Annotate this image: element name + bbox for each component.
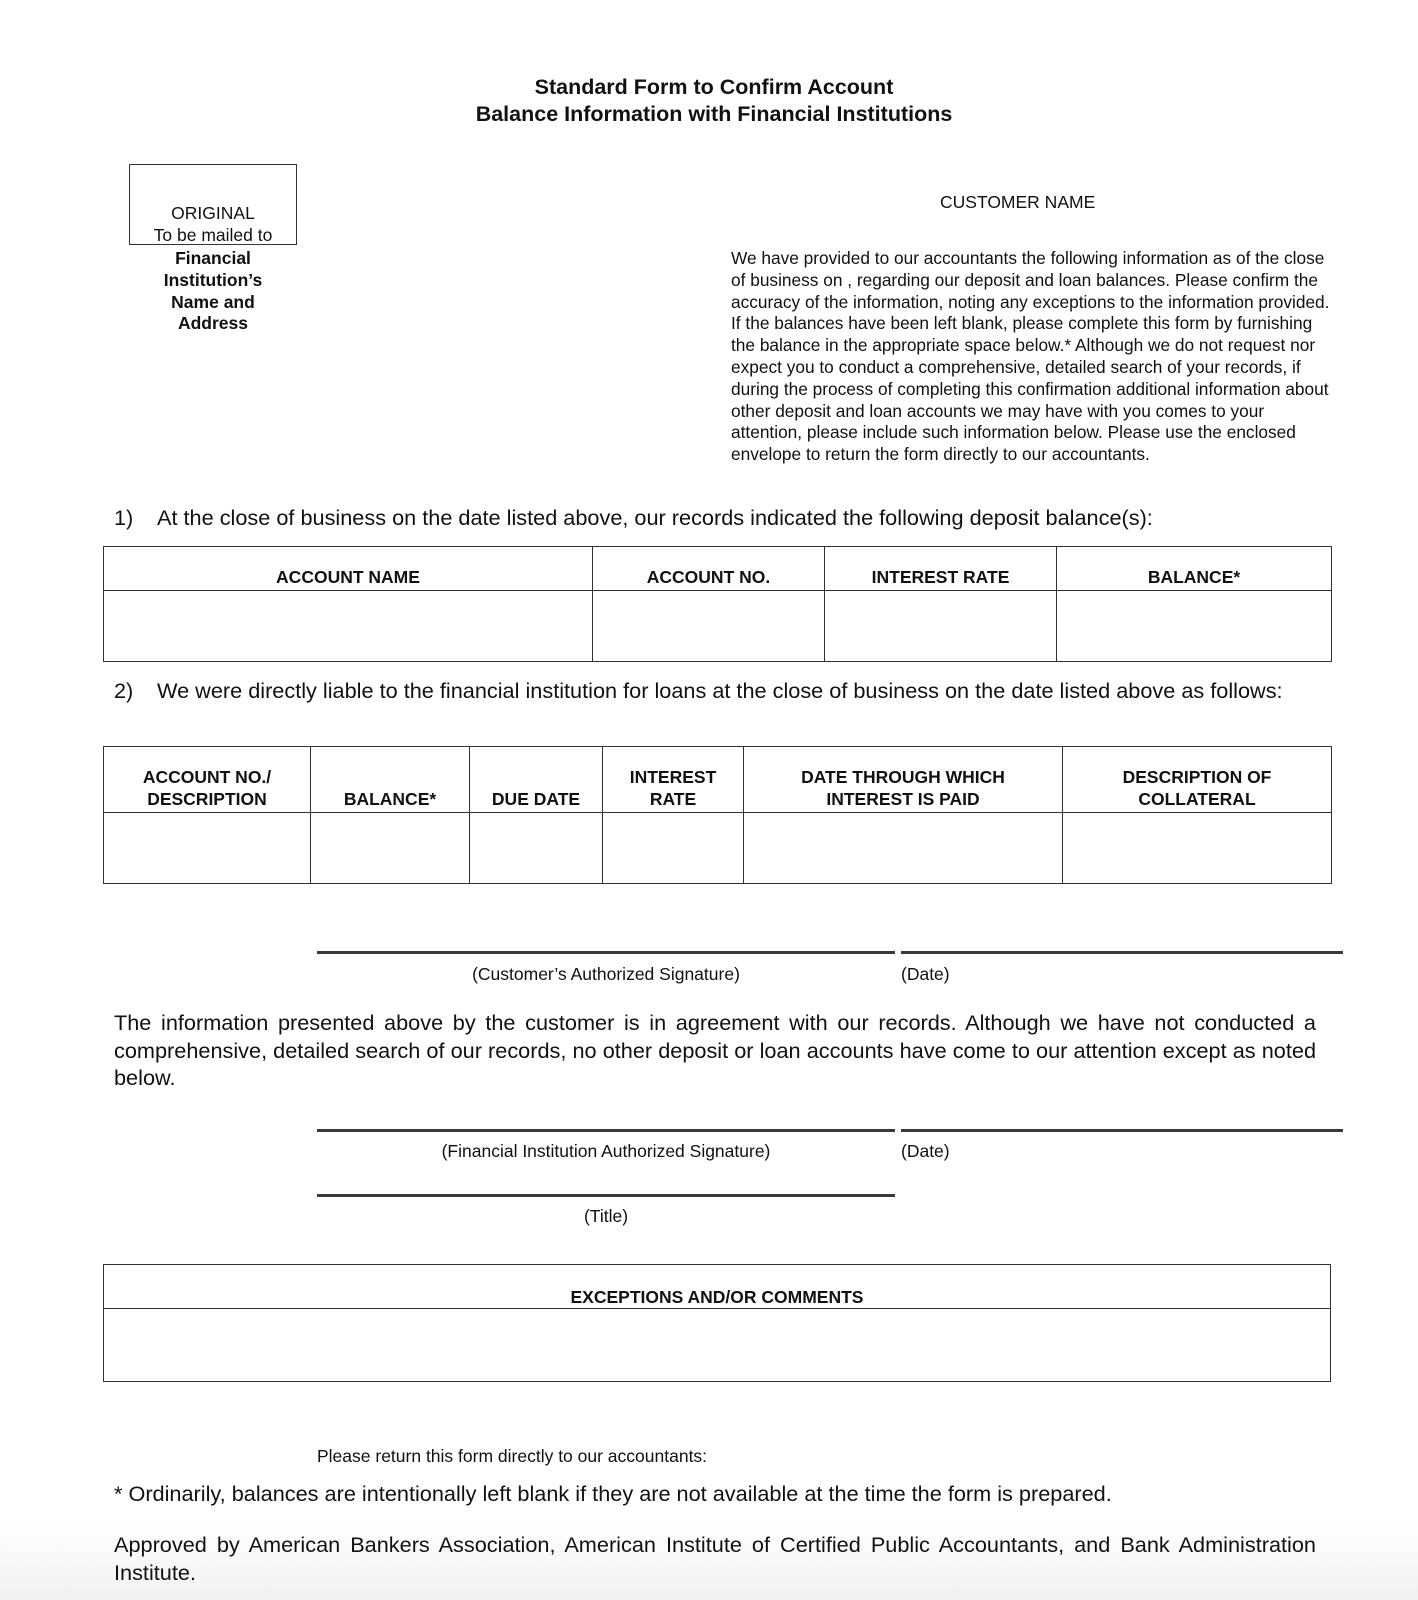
header-line: INTEREST IS PAID	[826, 788, 980, 809]
header-line: INTEREST	[629, 767, 717, 787]
customer-date-label: (Date)	[901, 964, 950, 984]
fi-address-line-1: Financial	[175, 248, 251, 268]
header-line: ACCOUNT NO./	[142, 767, 272, 787]
agreement-paragraph: The information presented above by the customer is in agreement with our records. Although we have not conducted a comprehensive, detailed search of our records, no other deposit or loan accounts have come to our attention except as noted below.	[114, 1010, 1316, 1090]
form-title-line-1: Standard Form to Confirm Account	[534, 75, 894, 99]
approval-note: Approved by American Bankers Association, American Institute of Certified Public Accountants, and Bank Administration Institute.	[114, 1532, 1316, 1585]
original-label: ORIGINAL	[171, 203, 255, 223]
fi-address-line-2: Institution’s	[163, 269, 263, 290]
mailed-to-label: To be mailed to	[153, 224, 273, 245]
loan-col-collateral	[1063, 747, 1332, 813]
loan-table-header-row	[104, 747, 1332, 813]
loan-col-interest-rate	[603, 747, 744, 813]
loan-col-interest-paid-date	[744, 747, 1063, 813]
table-row	[104, 591, 1332, 662]
deposit-col-interest-rate: INTEREST RATE	[825, 547, 1057, 591]
loan-col-balance	[311, 747, 470, 813]
original-mailing-text	[129, 203, 297, 246]
deposit-account-no-cell[interactable]	[593, 591, 825, 662]
deposit-col-account-name: ACCOUNT NAME	[104, 547, 593, 591]
section-2-text: We were directly liable to the financial institution for loans at the close of business on the date listed above as follows:	[157, 678, 1283, 703]
fi-address-line-3: Name and	[171, 291, 255, 312]
loan-balances-table	[103, 746, 1332, 884]
header-line: DESCRIPTION OF	[1122, 767, 1272, 787]
institution-signature-label: (Financial Institution Authorized Signature)	[441, 1141, 771, 1161]
section-2-number: 2)	[114, 678, 134, 703]
return-instruction: Please return this form directly to our accountants:	[317, 1446, 708, 1466]
section-1-number: 1)	[114, 505, 134, 530]
table-row	[104, 813, 1332, 884]
exceptions-comments-box	[103, 1264, 1331, 1382]
section-2-instruction	[114, 677, 1334, 705]
header-line: DESCRIPTION	[147, 788, 267, 809]
loan-collateral-cell[interactable]	[1063, 813, 1332, 884]
deposit-account-name-cell[interactable]	[104, 591, 593, 662]
fi-address-line-4: Address	[177, 313, 249, 334]
deposit-interest-rate-cell[interactable]	[825, 591, 1057, 662]
deposit-balances-table	[103, 546, 1332, 662]
deposit-col-balance: BALANCE*	[1057, 547, 1332, 591]
customer-signature-line[interactable]	[317, 951, 895, 954]
deposit-table-header-row	[104, 547, 1332, 591]
loan-col-due-date	[470, 747, 603, 813]
header-line: COLLATERAL	[1138, 788, 1256, 809]
deposit-balance-cell[interactable]	[1057, 591, 1332, 662]
form-title	[0, 74, 1418, 128]
deposit-col-account-no: ACCOUNT NO.	[593, 547, 825, 591]
customer-name-field[interactable]: CUSTOMER NAME	[940, 192, 1096, 212]
exceptions-comments-field[interactable]	[104, 1309, 1330, 1379]
section-1-instruction	[114, 504, 1334, 532]
loan-col-account-description	[104, 747, 311, 813]
institution-signature-line[interactable]	[317, 1129, 895, 1132]
header-line: BALANCE*	[343, 788, 437, 809]
section-1-text: At the close of business on the date listed above, our records indicated the following deposit balance(s):	[157, 505, 1153, 530]
title-line[interactable]	[317, 1194, 895, 1197]
loan-account-description-cell[interactable]	[104, 813, 311, 884]
header-line: DATE THROUGH WHICH	[801, 767, 1005, 787]
balance-footnote: * Ordinarily, balances are intentionally left blank if they are not available at the time the form is prepared.	[114, 1481, 1112, 1506]
form-title-line-2: Balance Information with Financial Institutions	[475, 102, 953, 126]
customer-date-line[interactable]	[901, 951, 1343, 954]
loan-due-date-cell[interactable]	[470, 813, 603, 884]
institution-date-line[interactable]	[901, 1129, 1343, 1132]
institution-date-label: (Date)	[901, 1141, 950, 1161]
financial-institution-address-field[interactable]	[129, 248, 297, 335]
customer-signature-label: (Customer’s Authorized Signature)	[472, 964, 740, 984]
exceptions-header: EXCEPTIONS AND/OR COMMENTS	[104, 1265, 1330, 1309]
loan-balance-cell[interactable]	[311, 813, 470, 884]
loan-interest-rate-cell[interactable]	[603, 813, 744, 884]
loan-interest-paid-date-cell[interactable]	[744, 813, 1063, 884]
intro-paragraph: We have provided to our accountants the following information as of the close of business on , regarding our deposit and loan balances. Please confirm the accuracy of the information, noting any exceptions to the information provided. If the balances have been left blank, please complete this form by furnishing the balance in the appropriate space below.* Although we do not request nor expect you to conduct a comprehensive, detailed search of your records, if during the process of completing this confirmation additional information about other deposit and loan accounts we may have with you comes to your attention, please include such information below. Please use the enclosed envelope to return the form directly to our accountants.	[731, 248, 1330, 465]
title-label: (Title)	[583, 1206, 629, 1226]
header-line: RATE	[649, 788, 697, 809]
header-line: DUE DATE	[491, 788, 581, 809]
